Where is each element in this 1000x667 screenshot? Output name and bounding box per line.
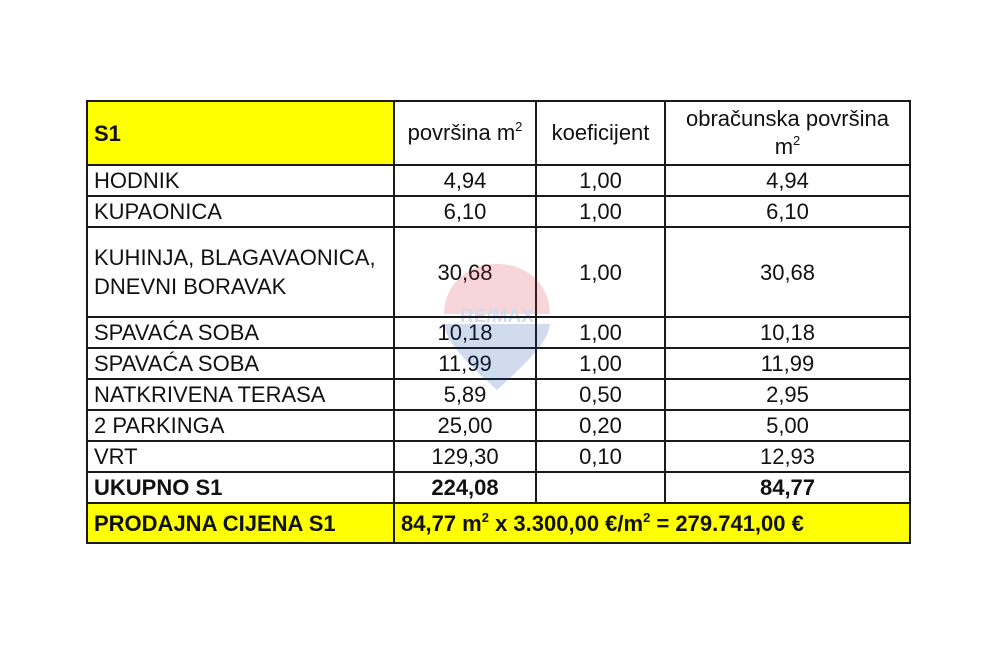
header-calc-area-sup: 2 <box>793 133 801 148</box>
room-area: 6,10 <box>394 196 536 227</box>
room-name: SPAVAĆA SOBA <box>87 317 394 348</box>
room-coefficient: 0,20 <box>536 410 665 441</box>
room-coefficient: 1,00 <box>536 227 665 317</box>
room-area: 129,30 <box>394 441 536 472</box>
price-row <box>87 503 910 543</box>
room-calc-area: 5,00 <box>665 410 910 441</box>
header-row <box>87 101 910 165</box>
room-area: 5,89 <box>394 379 536 410</box>
room-coefficient: 1,00 <box>536 196 665 227</box>
room-calc-area: 10,18 <box>665 317 910 348</box>
header-area-sup: 2 <box>515 119 523 134</box>
total-label: UKUPNO S1 <box>87 472 394 503</box>
unit-title: S1 <box>87 101 394 165</box>
watermark-text: RE/MAX <box>460 306 534 327</box>
table-row <box>87 348 910 379</box>
room-coefficient: 0,50 <box>536 379 665 410</box>
room-area: 10,18 <box>394 317 536 348</box>
room-name: VRT <box>87 441 394 472</box>
total-area: 224,08 <box>394 472 536 503</box>
room-name: HODNIK <box>87 165 394 196</box>
room-coefficient: 1,00 <box>536 317 665 348</box>
price-formula-area: 84,77 m <box>401 510 482 536</box>
table-row <box>87 441 910 472</box>
price-formula-sup-2: 2 <box>643 509 651 525</box>
header-calc-area <box>665 101 910 165</box>
room-coefficient: 0,10 <box>536 441 665 472</box>
table-row <box>87 227 910 317</box>
header-coefficient: koeficijent <box>536 101 665 165</box>
price-formula-sup-1: 2 <box>481 509 489 525</box>
table-row <box>87 379 910 410</box>
room-calc-area: 2,95 <box>665 379 910 410</box>
price-formula-rate: x 3.300,00 €/m <box>488 510 644 536</box>
room-calc-area: 12,93 <box>665 441 910 472</box>
header-area <box>394 101 536 165</box>
table-row <box>87 196 910 227</box>
room-name: KUPAONICA <box>87 196 394 227</box>
header-calc-area-label: obračunska površina m <box>685 106 889 159</box>
room-name: NATKRIVENA TERASA <box>87 379 394 410</box>
room-area: 30,68 <box>394 227 536 317</box>
room-calc-area: 6,10 <box>665 196 910 227</box>
room-calc-area: 30,68 <box>665 227 910 317</box>
room-calc-area: 11,99 <box>665 348 910 379</box>
room-area: 4,94 <box>394 165 536 196</box>
room-name: 2 PARKINGA <box>87 410 394 441</box>
total-coefficient-empty <box>536 472 665 503</box>
room-name: KUHINJA, BLAGAVAONICA, DNEVNI BORAVAK <box>87 227 394 317</box>
table-row <box>87 165 910 196</box>
price-label: PRODAJNA CIJENA S1 <box>87 503 394 543</box>
total-calc-area: 84,77 <box>665 472 910 503</box>
price-formula-result: = 279.741,00 € <box>650 510 804 536</box>
table-row <box>87 317 910 348</box>
room-coefficient: 1,00 <box>536 165 665 196</box>
area-table <box>86 100 911 544</box>
total-row <box>87 472 910 503</box>
price-formula <box>394 503 910 543</box>
room-calc-area: 4,94 <box>665 165 910 196</box>
room-area: 11,99 <box>394 348 536 379</box>
room-name: SPAVAĆA SOBA <box>87 348 394 379</box>
room-coefficient: 1,00 <box>536 348 665 379</box>
header-area-label: površina m <box>407 120 516 145</box>
room-area: 25,00 <box>394 410 536 441</box>
table-row <box>87 410 910 441</box>
